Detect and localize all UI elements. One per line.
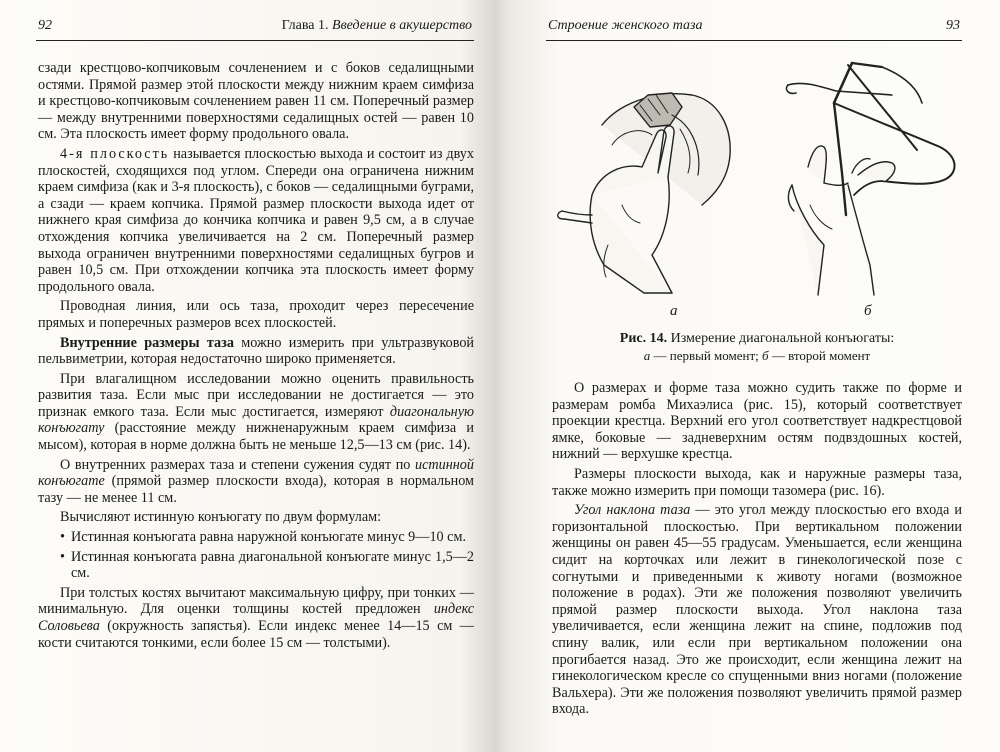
- figure-caption-subtitle: [552, 347, 962, 364]
- paragraph-text: (расстояние между нижненаружным краем симфиза и мысом), которая в норме должна быть не меньше 12,5—13 см (рис. 14).: [38, 420, 474, 454]
- paragraph: Проводная линия, или ось таза, проходит через пересечение прямых и поперечных размеров всех плоскостей.: [38, 298, 474, 331]
- header-rule: [36, 40, 474, 41]
- caption-text-b: — второй момент: [768, 348, 871, 363]
- running-head: Строение женского таза: [548, 18, 703, 33]
- italic-term: истинной конъюгате: [38, 456, 474, 490]
- caption-label-a: а: [643, 348, 651, 363]
- italic-term: индекс Соловьева: [38, 601, 474, 634]
- paragraph: Вычисляют истинную конъюгату по двум формулам:: [60, 509, 382, 526]
- caption-label-b: б: [762, 348, 769, 363]
- paragraph-text: можно измерить при ультразвуковой пельвиметрии, которая недостаточно широко применяется.: [38, 334, 475, 368]
- figure-label-a: а: [670, 303, 678, 319]
- figure-14: [552, 55, 962, 363]
- bullet-item: [60, 549, 474, 582]
- paragraph: [38, 457, 474, 507]
- figure-caption: [552, 330, 962, 364]
- paragraph-text: О внутренних размерах таза и степени сужения судят по: [60, 456, 415, 473]
- bold-term: Внутренние размеры таза: [60, 334, 234, 351]
- bullet-marker: •: [60, 529, 65, 546]
- paragraph-text: (прямой размер плоскости входа), которая в нормальном тазу — не менее 11 см.: [38, 473, 474, 506]
- paragraph-text: — это угол между плоскостью его входа и горизонтальной плоскостью. При вертикальном положении женщины он равен 45—55 градусам. Уменьшается, если женщина сидит на корточках или лежит в гинекологической позе с согнутыми и приведенными к животу ногами (возможное положение в родах). Эти же положения позволяют увеличить прямой размер плоскости выхода. Угол наклона таза увеличивается, если женщина лежит на спине, подложив под спину валик, или если при вертикальном положении она прогибается назад. Это же происходит, если женщина лежит на гинекологическом кресле со спущенными вниз ногами (положение Вальхера). Эти же положения позволяют увеличить прямой размер входа.: [552, 502, 962, 718]
- italic-term: Угол наклона таза: [574, 502, 691, 519]
- running-head: [282, 18, 472, 38]
- paragraph-text: называется плоскостью выхода и состоит из двух плоскостей, сходящихся под углом. Спереди она ограничена нижним краем симфиза (как и 3-я плоскость), с боков — седалищными буграми, а сзади — краем копчика. Прямой размер плоскости выхода идет от нижнего края симфиза до кончика копчика и равен 9,5 см, а в случае отхождения копчика увеличивается на 2 см. Поперечный размер выхода ограничен внутренними поверхностями седалищных бугров и равен 10,5 см. При отхождении копчика эта плоскость имеет форму продольного овала.: [38, 145, 474, 295]
- running-head-chapter-title: Введение в акушерство: [332, 18, 472, 33]
- paragraph: [552, 502, 962, 718]
- italic-term: диагональную конъюгату: [38, 403, 474, 437]
- figure-panel-a-drawing: [558, 93, 730, 293]
- paragraph: [38, 371, 474, 454]
- paragraph: сзади крестцово-копчиковым сочленением и с боков седалищными остями. Прямой размер этой плоскости между нижним краем симфиза и крестцово-копчиковым сочленением равен 11 см. Поперечный размер — между внутренними поверхностями седалищных остей — равен 10 см. Эта плоскость имеет форму продольного овала.: [38, 60, 474, 143]
- spaced-term: 4-я плоскость: [60, 145, 170, 162]
- paragraph-text: (окружность запястья). Если индекс менее 14—15 см — кости считаются тонкими, если более 15 см — толстыми).: [38, 618, 474, 651]
- caption-text-a: — первый момент;: [650, 348, 763, 363]
- figure-caption-text: Измерение диагональной конъюгаты:: [667, 331, 895, 346]
- paragraph: [38, 335, 474, 368]
- paragraph: Размеры плоскости выхода, как и наружные размеры таза, также можно измерить при помощи тазомера (рис. 16).: [552, 465, 962, 499]
- left-body-text: [38, 60, 474, 654]
- bullet-text: Истинная конъюгата равна наружной конъюгате минус 9—10 см.: [70, 529, 466, 546]
- page-number: 92: [38, 18, 52, 33]
- figure-caption-title: [552, 330, 962, 347]
- page-number: 93: [946, 18, 960, 33]
- right-body-text: [552, 380, 962, 721]
- bullet-text: Истинная конъюгата равна диагональной конъюгате минус 1,5—2 см.: [70, 548, 474, 582]
- paragraph: [38, 585, 474, 651]
- right-page: [508, 0, 1000, 752]
- figure-caption-number: Рис. 14.: [619, 331, 668, 346]
- running-head-chapter: Глава 1.: [281, 18, 333, 33]
- header-rule: [546, 40, 962, 41]
- paragraph-text: При влагалищном исследовании можно оценить правильность развития таза. Если мыс при исследовании не достигается — это признак емкого таза. Если мыс достигается, измеряют: [38, 370, 474, 420]
- bullet-item: [60, 529, 474, 546]
- figure-illustration: [552, 55, 966, 305]
- figure-label-b: б: [864, 303, 872, 319]
- figure-panel-b-drawing: [786, 63, 954, 295]
- paragraph-text: При толстых костях вычитают максимальную цифру, при тонких — минимальную. Для оценки толщины костей предложен: [38, 584, 474, 618]
- paragraph: О размерах и форме таза можно судить также по форме и размерам ромба Михаэлиса (рис. 15), который соответствует проекции крестца. Верхний его угол соответствует надкрестцовой ямке, боковые — задневерхним остям подвздошных костей, нижний — верхушке крестца.: [552, 380, 962, 463]
- left-page: [0, 0, 496, 752]
- paragraph: [38, 146, 474, 295]
- bullet-marker: •: [60, 548, 65, 565]
